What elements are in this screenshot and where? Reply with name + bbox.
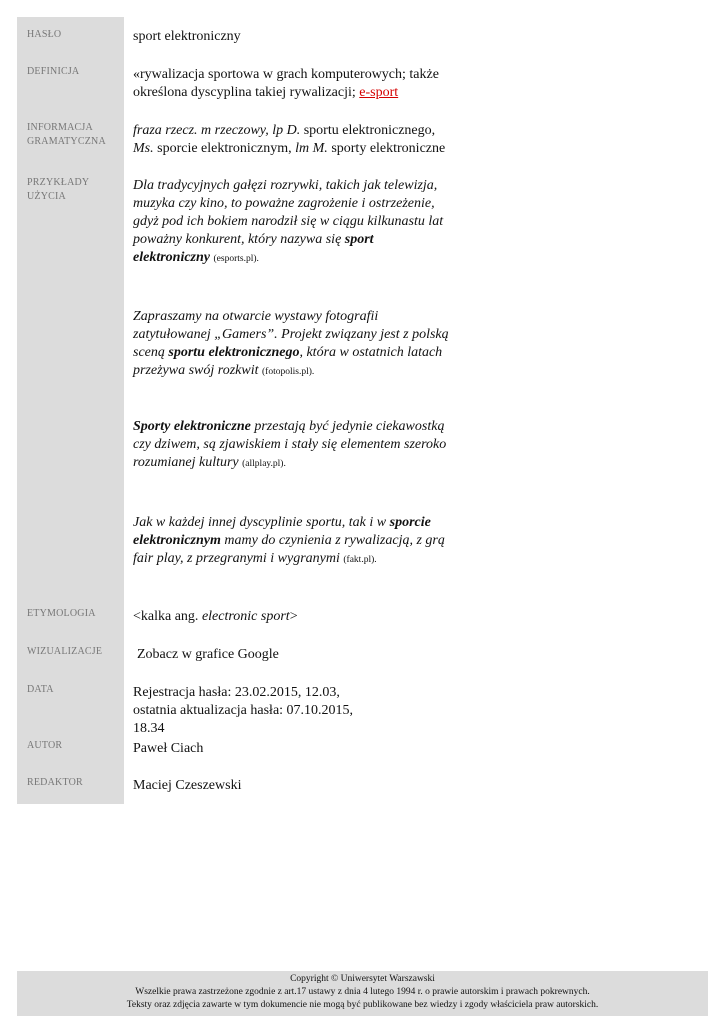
copyright-footer [17,971,708,1016]
label-definicja: DEFINICJA [27,66,80,77]
e-sport-link[interactable]: e-sport [359,85,399,100]
example-source: (fotopolis.pl). [262,367,315,377]
etymology-text: > [289,609,298,624]
example-source: (esports.pl). [213,254,259,264]
grammar-tag: Ms. [133,141,154,156]
definition [133,66,473,102]
example-text: przestają być jedynie ciekawostką czy dziwem, są zjawiskiem i stały się elementem szeroko rozumianej kultury [133,419,447,470]
grammar-tag: lm M. [295,141,328,156]
label-informacja-gramatyczna [27,121,122,149]
example-source: (allplay.pl). [242,459,286,469]
dates: Rejestracja hasła: 23.02.2015, 12.03, ostatnia aktualizacja hasła: 07.10.2015, 18.34 [133,685,354,736]
label-line: PRZYKŁADY [27,177,90,188]
grammar-form: sporty elektroniczne [327,141,446,156]
etymology-source-term: electronic sport [201,609,290,624]
usage-example [133,177,453,268]
editor: Maciej Czeszewski [133,778,242,793]
etymology-text: <kalka ang. [133,609,202,624]
example-text: mamy do czynienia z rywalizacją, z grą fair play, z przegranymi i wygranymi [133,533,445,566]
grammar-line-2 [133,140,478,158]
example-keyword: sport elektroniczny [133,232,374,265]
example-text: Dla tradycyjnych gałęzi rozrywki, takich jak telewizja, muzyka czy kino, to poważne zagrożenie i ostrzeżenie, gdyż pod ich bokiem narodził się w ciągu kilkunastu lat poważny konkurent, który nazywa się [133,178,444,247]
example-source: (fakt.pl). [343,555,377,565]
etymology [133,608,473,626]
grammar-form: sporcie elektronicznym, [153,141,296,156]
label-haslo: HASŁO [27,29,62,40]
label-autor: AUTOR [27,740,63,751]
label-line: UŻYCIA [27,191,66,202]
usage-example [133,514,458,569]
label-line: GRAMATYCZNA [27,136,106,147]
label-redaktor: REDAKTOR [27,777,83,788]
example-keyword: sporcie elektronicznym [133,515,431,548]
example-keyword: Sporty elektroniczne [133,419,251,434]
label-line: INFORMACJA [27,122,93,133]
label-data: DATA [27,684,54,695]
rights-line: Teksty oraz zdjęcia zawarte w tym dokumencie nie mogą być publikowane bez wiedzy i zgody właściciela praw autorskich. [126,1000,599,1010]
example-text: Jak w każdej innej dyscyplinie sportu, tak i w [133,515,390,530]
google-images-link[interactable]: Zobacz w grafice Google [137,647,279,662]
usage-example [133,308,453,381]
example-keyword: sportu elektronicznego [168,345,300,360]
author: Paweł Ciach [133,741,204,756]
grammar-line-1 [133,122,478,140]
label-wizualizacje: WIZUALIZACJE [27,646,103,657]
definition-text: «rywalizacja sportowa w grach komputerowych; także określona dyscyplina takiej rywalizacji; [133,67,439,100]
headword: sport elektroniczny [133,29,241,44]
grammar-form: sportu elektronicznego, [300,123,436,138]
example-text: , która w ostatnich latach przeżywa swój rozkwit [133,345,443,378]
label-etymologia: ETYMOLOGIA [27,608,96,619]
example-text: Zapraszamy na otwarcie wystawy fotografii zatytułowanej „Gamers”. Projekt związany jest z polską sceną [133,309,449,360]
copyright-line: Copyright © Uniwersytet Warszawski [290,974,435,984]
label-przyklady-uzycia [27,176,122,204]
rights-line: Wszelkie prawa zastrzeżone zgodnie z art.17 ustawy z dnia 4 lutego 1994 r. o prawie autorskim i prawach pokrewnych. [135,987,590,997]
usage-example [133,418,458,473]
grammar-tag: fraza rzecz. m rzeczowy, lp D. [133,123,301,138]
grammar-info [133,122,478,158]
